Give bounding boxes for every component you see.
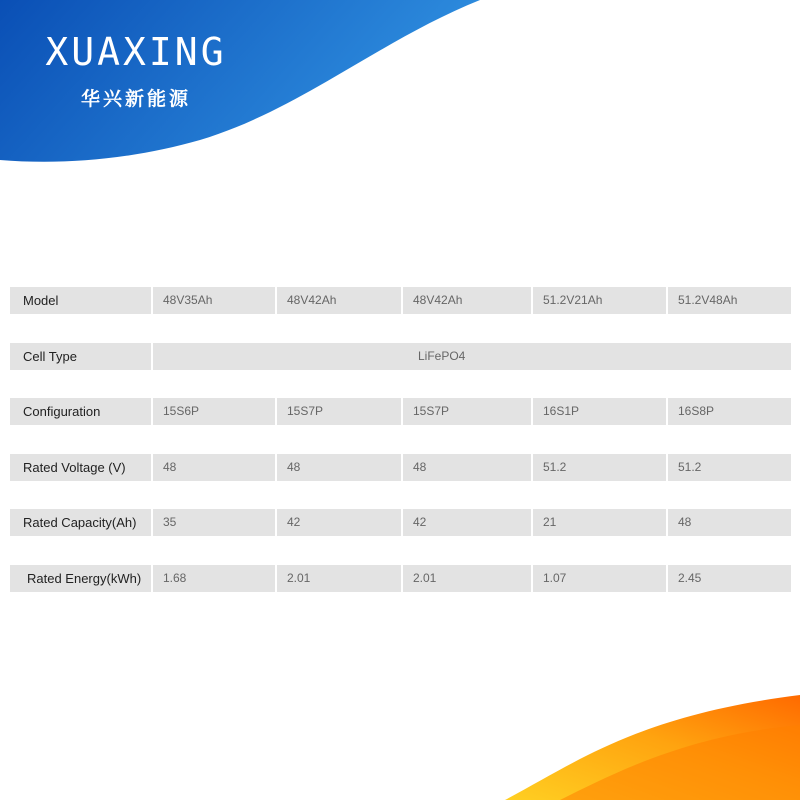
table-cell: 48V35Ah [153,287,275,314]
table-cell: 15S7P [403,398,531,425]
table-cell: 42 [403,509,531,536]
table-cell: 2.01 [403,565,531,592]
blue-wave-shape [0,0,480,162]
table-cell: 48V42Ah [277,287,401,314]
table-cell: 35 [153,509,275,536]
row-label: Cell Type [10,343,151,370]
table-row-cell-type [10,343,791,370]
row-label: Configuration [10,398,151,425]
table-cell: 48V42Ah [403,287,531,314]
table-row-rated-capacity [10,509,791,536]
table-cell: 21 [533,509,666,536]
table-cell: 2.45 [668,565,791,592]
table-row-configuration [10,398,791,425]
table-cell: 16S1P [533,398,666,425]
table-cell: 48 [153,454,275,481]
row-label: Rated Voltage (V) [10,454,151,481]
table-cell: 51.2V48Ah [668,287,791,314]
table-cell: 42 [277,509,401,536]
row-label: Model [10,287,151,314]
table-cell: 15S7P [277,398,401,425]
table-cell: 48 [403,454,531,481]
table-cell: 1.07 [533,565,666,592]
table-cell: 15S6P [153,398,275,425]
table-cell-merged: LiFePO4 [153,343,791,370]
brand-logo-text: XUAXING [45,30,227,74]
table-cell: 51.2V21Ah [533,287,666,314]
table-cell: 48 [668,509,791,536]
table-cell: 51.2 [668,454,791,481]
row-label: Rated Energy(kWh) [10,565,151,592]
table-cell: 1.68 [153,565,275,592]
brand-subtitle: 华兴新能源 [80,88,191,110]
table-cell: 2.01 [277,565,401,592]
table-cell: 48 [277,454,401,481]
table-row-model [10,287,791,314]
table-cell: 51.2 [533,454,666,481]
row-label: Rated Capacity(Ah) [10,509,151,536]
table-row-rated-voltage [10,454,791,481]
table-cell: 16S8P [668,398,791,425]
table-row-rated-energy [10,565,791,592]
